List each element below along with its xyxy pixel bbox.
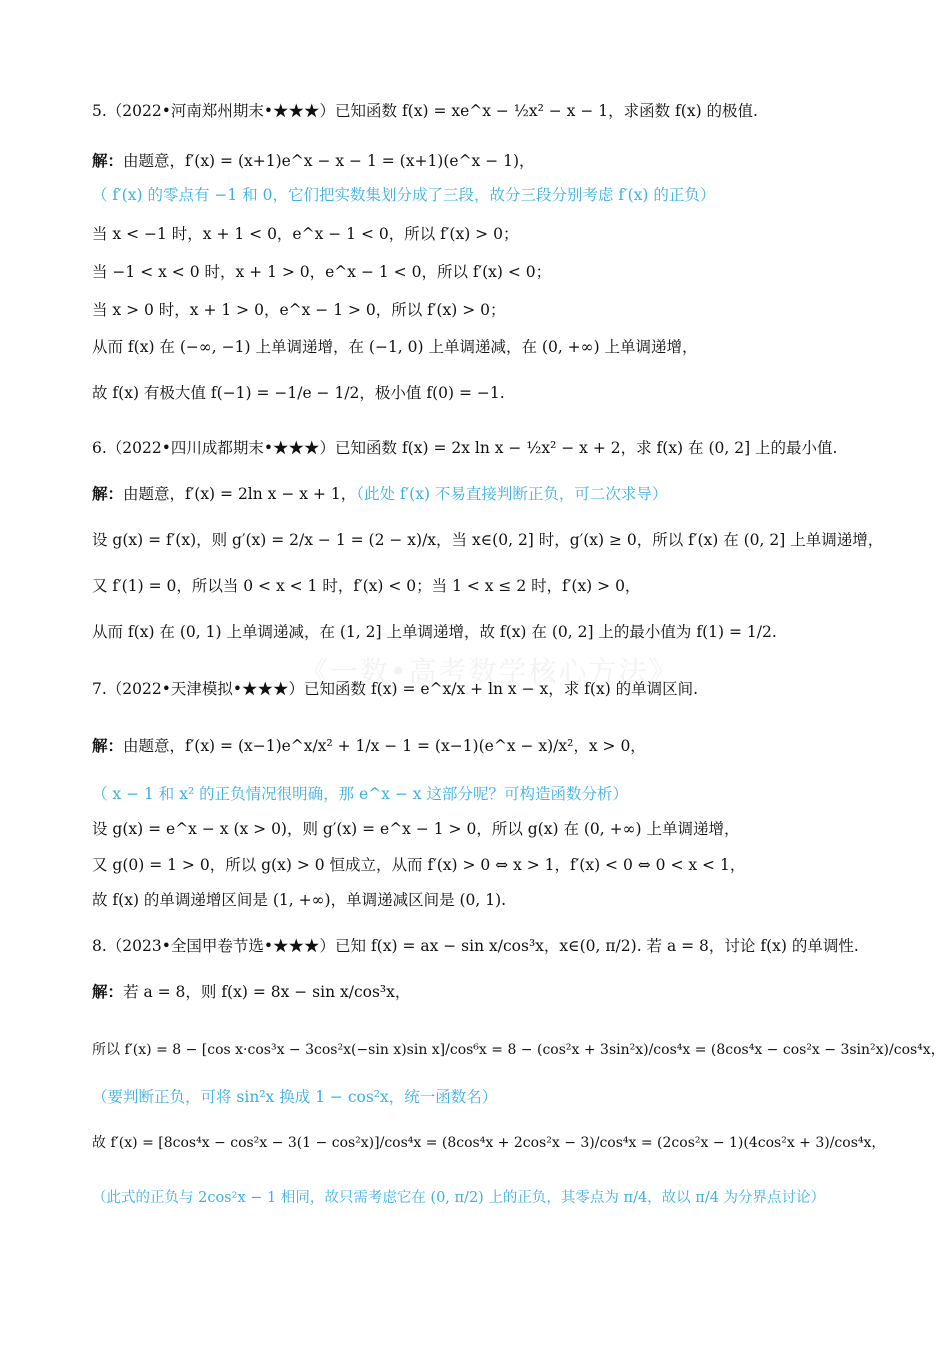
problem-5-case-3: 当 x > 0 时，x + 1 > 0，e^x − 1 > 0，所以 f′(x) > 0； bbox=[92, 301, 506, 319]
solution-text: 若 a = 8，则 f(x) = 8x − sin x/cos³x， bbox=[123, 983, 411, 1001]
problem-8-line-2: 所以 f′(x) = 8 − [cos x·cos³x − 3cos²x(−sin x)sin x]/cos⁶x = 8 − (cos²x + 3sin²x)/cos⁴x = (8cos⁴x − cos²x − 3sin²x)/cos⁴x， bbox=[92, 1042, 945, 1058]
problem-7-line-2: 设 g(x) = e^x − x (x > 0)，则 g′(x) = e^x − 1 > 0，所以 g(x) 在 (0, +∞) 上单调递增， bbox=[92, 820, 740, 838]
problem-5-hint: （ f′(x) 的零点有 −1 和 0，它们把实数集划分成了三段，故分三段分别考虑 f′(x) 的正负） bbox=[92, 186, 716, 204]
problem-7-line-3: 又 g(0) = 1 > 0，所以 g(x) > 0 恒成立，从而 f′(x) > 0 ⇔ x > 1，f′(x) < 0 ⇔ 0 < x < 1， bbox=[92, 856, 746, 874]
problem-6-solution bbox=[92, 484, 667, 504]
problem-8-solution bbox=[92, 982, 410, 1002]
problem-6-line-3: 又 f′(1) = 0，所以当 0 < x < 1 时，f′(x) < 0；当 1 < x ≤ 2 时，f′(x) > 0， bbox=[92, 577, 641, 595]
problem-6-hint: （此处 f′(x) 不易直接判断正负，可二次求导） bbox=[356, 485, 668, 503]
problem-6-line-4: 从而 f(x) 在 (0, 1) 上单调递减，在 (1, 2] 上单调递增，故 f(x) 在 (0, 2] 上的最小值为 f(1) = 1/2. bbox=[92, 623, 777, 641]
problem-5-solution bbox=[92, 151, 535, 171]
problem-6-line-2: 设 g(x) = f′(x)，则 g′(x) = 2/x − 1 = (2 − x)/x，当 x∈(0, 2] 时，g′(x) ≥ 0，所以 f′(x) 在 (0, 2] 上单调递增， bbox=[92, 531, 884, 549]
solution-label: 解： bbox=[92, 982, 124, 1001]
problem-5-monotonic: 从而 f(x) 在 (−∞, −1) 上单调递增，在 (−1, 0) 上单调递减，在 (0, +∞) 上单调递增， bbox=[92, 338, 698, 356]
solution-label: 解： bbox=[92, 736, 124, 755]
problem-6-statement: 6.（2022•四川成都期末•★★★）已知函数 f(x) = 2x ln x − ½x² − x + 2，求 f(x) 在 (0, 2] 上的最小值. bbox=[92, 439, 838, 457]
solution-text: 由题意，f′(x) = 2ln x − x + 1， bbox=[123, 485, 357, 503]
problem-8-hint-2: （此式的正负与 2cos²x − 1 相同，故只需考虑它在 (0, π/2) 上的正负，其零点为 π/4，故以 π/4 为分界点讨论） bbox=[92, 1190, 826, 1206]
problem-5-case-1: 当 x < −1 时，x + 1 < 0，e^x − 1 < 0，所以 f′(x) > 0； bbox=[92, 225, 519, 243]
problem-5-statement: 5.（2022•河南郑州期末•★★★）已知函数 f(x) = xe^x − ½x² − x − 1，求函数 f(x) 的极值. bbox=[92, 102, 758, 120]
solution-text: 由题意，f′(x) = (x−1)e^x/x² + 1/x − 1 = (x−1)(e^x − x)/x²，x > 0， bbox=[123, 737, 646, 755]
problem-8-statement: 8.（2023•全国甲卷节选•★★★）已知 f(x) = ax − sin x/cos³x，x∈(0, π/2). 若 a = 8，讨论 f(x) 的单调性. bbox=[92, 937, 859, 955]
problem-7-statement: 7.（2022•天津模拟•★★★）已知函数 f(x) = e^x/x + ln x − x，求 f(x) 的单调区间. bbox=[92, 680, 699, 698]
watermark: 《一数•高考数学核心方法》 bbox=[300, 655, 679, 688]
solution-text: 由题意，f′(x) = (x+1)e^x − x − 1 = (x+1)(e^x − 1)， bbox=[123, 152, 535, 170]
problem-8-line-3: 故 f′(x) = [8cos⁴x − cos²x − 3(1 − cos²x)]/cos⁴x = (8cos⁴x + 2cos²x − 3)/cos⁴x = (2cos²x − 1)(4cos²x + 3)/cos⁴x， bbox=[92, 1135, 886, 1151]
problem-5-case-2: 当 −1 < x < 0 时，x + 1 > 0，e^x − 1 < 0，所以 f′(x) < 0； bbox=[92, 263, 552, 281]
problem-7-hint: （ x − 1 和 x² 的正负情况很明确，那 e^x − x 这部分呢？可构造函数分析） bbox=[92, 785, 628, 803]
solution-label: 解： bbox=[92, 484, 124, 503]
problem-7-solution bbox=[92, 736, 646, 756]
problem-5-conclusion: 故 f(x) 有极大值 f(−1) = −1/e − 1/2，极小值 f(0) = −1. bbox=[92, 384, 505, 402]
problem-8-hint: （要判断正负，可将 sin²x 换成 1 − cos²x，统一函数名） bbox=[92, 1088, 498, 1106]
problem-7-line-4: 故 f(x) 的单调递增区间是 (1, +∞)，单调递减区间是 (0, 1). bbox=[92, 891, 507, 909]
solution-label: 解： bbox=[92, 151, 124, 170]
